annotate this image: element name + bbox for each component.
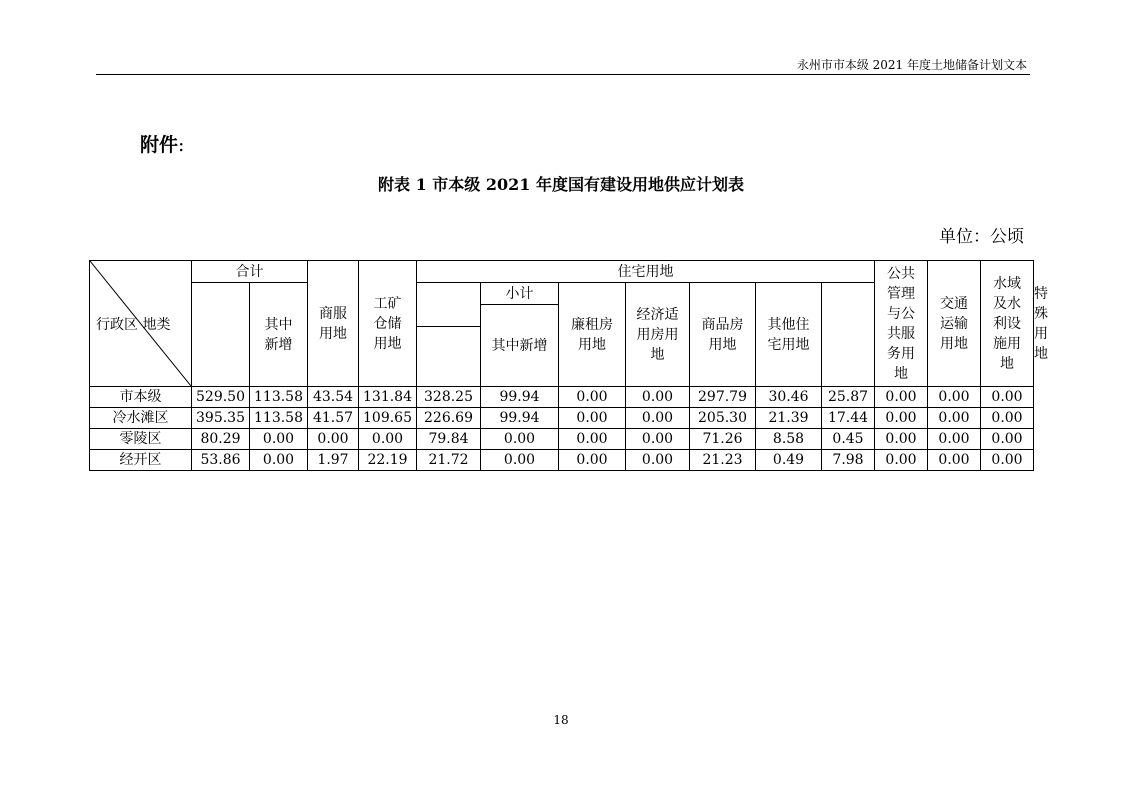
- h-water-3: 利设: [993, 315, 1022, 332]
- table-row: [90, 450, 1034, 471]
- value-cell: 0.00: [481, 429, 559, 450]
- h-commercial-1: 商服: [319, 305, 347, 322]
- value-cell: 131.84: [359, 387, 417, 408]
- h-affordable-2: 用房用: [636, 326, 679, 343]
- h-water-5: 地: [1000, 355, 1015, 372]
- value-cell: 8.58: [756, 429, 822, 450]
- value-cell: 0.00: [308, 429, 359, 450]
- value-cell: 0.00: [981, 450, 1034, 471]
- value-cell: 0.00: [875, 429, 928, 450]
- value-cell: 0.00: [559, 429, 626, 450]
- region-cell: 经开区: [90, 450, 192, 471]
- corner-header-cell: [90, 261, 192, 387]
- value-cell: 297.79: [690, 387, 756, 408]
- value-cell: 529.50: [192, 387, 250, 408]
- value-cell: 0.00: [981, 429, 1034, 450]
- h-affordable-1: 经济适: [636, 306, 679, 323]
- h-water-1: 水域: [993, 275, 1022, 292]
- region-cell: 零陵区: [90, 429, 192, 450]
- value-cell: 80.29: [192, 429, 250, 450]
- region-cell: 市本级: [90, 387, 192, 408]
- h-commercial-2: 用地: [319, 325, 347, 342]
- value-cell: 71.26: [690, 429, 756, 450]
- table-row: [90, 387, 1034, 408]
- value-cell: 1.97: [308, 450, 359, 471]
- value-cell: 25.87: [822, 387, 875, 408]
- h-transport-3: 用地: [940, 335, 969, 352]
- value-cell: 21.23: [690, 450, 756, 471]
- value-cell: 43.54: [308, 387, 359, 408]
- value-cell: 30.46: [756, 387, 822, 408]
- value-cell: 41.57: [308, 408, 359, 429]
- table-row: [90, 408, 1034, 429]
- attachment-colon: :: [178, 134, 185, 156]
- value-cell: 0.00: [626, 408, 690, 429]
- h-industrial-1: 工矿: [373, 295, 402, 312]
- value-cell: 0.00: [875, 408, 928, 429]
- h-public-3: 与公: [887, 305, 916, 322]
- h-transport-1: 交通: [940, 295, 969, 312]
- value-cell: 113.58: [250, 408, 308, 429]
- h-other-res-1: 其他住: [767, 316, 810, 333]
- h-commodity-2: 用地: [708, 336, 737, 353]
- h-industrial-2: 仓储: [373, 315, 402, 332]
- value-cell: 0.00: [981, 387, 1034, 408]
- header-total: 合计: [192, 261, 308, 283]
- h-lowrent-1: 廉租房: [571, 316, 613, 333]
- table-row: [90, 429, 1034, 450]
- value-cell: 17.44: [822, 408, 875, 429]
- value-cell: 0.00: [981, 408, 1034, 429]
- h-public-2: 管理: [887, 285, 916, 302]
- header-water: [981, 261, 1034, 387]
- value-cell: 226.69: [417, 408, 481, 429]
- value-cell: 53.86: [192, 450, 250, 471]
- value-cell: 0.00: [875, 450, 928, 471]
- h-public-6: 地: [894, 365, 909, 382]
- value-cell: 395.35: [192, 408, 250, 429]
- h-public-1: 公共: [887, 265, 916, 282]
- h-lowrent-2: 用地: [578, 336, 606, 353]
- header-industrial: [359, 261, 417, 387]
- value-cell: 0.00: [626, 387, 690, 408]
- value-cell: 21.39: [756, 408, 822, 429]
- header-commercial: [308, 261, 359, 387]
- value-cell: 0.00: [626, 450, 690, 471]
- corner-label: 行政区 地类: [96, 317, 171, 333]
- h-water-4: 施用: [993, 335, 1022, 352]
- value-cell: 0.00: [928, 450, 981, 471]
- header-affordable: [626, 283, 690, 387]
- value-cell: 113.58: [250, 387, 308, 408]
- h-affordable-3: 地: [650, 346, 665, 363]
- value-cell: 0.00: [559, 408, 626, 429]
- value-cell: 328.25: [417, 387, 481, 408]
- header-rule: [96, 74, 1030, 75]
- value-cell: 0.00: [928, 429, 981, 450]
- value-cell: 0.00: [250, 429, 308, 450]
- value-cell: 0.00: [559, 387, 626, 408]
- header-other-res: [756, 283, 822, 387]
- land-supply-table: 行政区 地类 合计 商服 用地 工矿 仓储 用地 住宅用地 公共 管理 与公 共服 务用 地 交通 运输 用地 水域 及水 利设 施用 地 特殊 用地 其中 新增 小计 廉租房 用地 经济适 用房用 地 商品房 用地 其他住 宅用地 其中新增 市本级 529.50 113.58 43.54 131.84 328.25 99.94 0.00 0.00 297.79 30.46 25.87 0.00 0.00 0.00 冷水滩区 395.35 113.58 41.57 109.65 226.69 99.94 0.00 0.00 205.30 21.39 17.44 0.00 0.00 0.00 零陵区 80.29 0.00 0.00 0.00 79.84 0.00 0.00 0.00 71.26 8.58 0.45 0.00 0.00 0.00 经开区 53.86 0.00 1.97 22.19 21.72 0.00 0.00 0.00 21.23 0.49 7.98 0.00 0.00 0.00: [89, 260, 1034, 471]
- header-res-total-blank: [417, 327, 481, 387]
- h-commodity-1: 商品房: [701, 316, 744, 333]
- value-cell: 0.00: [626, 429, 690, 450]
- value-cell: 0.00: [928, 408, 981, 429]
- header-public: [875, 261, 928, 387]
- value-cell: 0.00: [481, 450, 559, 471]
- attachment-label: [140, 130, 184, 157]
- header-residential: 住宅用地: [417, 261, 875, 283]
- header-total-new: [250, 283, 308, 387]
- h-total-new-1: 其中: [264, 316, 293, 333]
- header-res-subtotal-blank: [417, 283, 481, 327]
- header-transport: [928, 261, 981, 387]
- value-cell: 22.19: [359, 450, 417, 471]
- h-total-new-2: 新增: [264, 336, 293, 353]
- value-cell: 0.00: [875, 387, 928, 408]
- value-cell: 0.00: [250, 450, 308, 471]
- h-public-5: 务用: [887, 345, 916, 362]
- value-cell: 21.72: [417, 450, 481, 471]
- value-cell: 0.00: [359, 429, 417, 450]
- value-cell: 79.84: [417, 429, 481, 450]
- unit-label: 单位：公顷: [939, 227, 1024, 247]
- value-cell: 205.30: [690, 408, 756, 429]
- h-transport-2: 运输: [940, 315, 969, 332]
- header-subtotal: 小计: [481, 283, 559, 305]
- value-cell: 109.65: [359, 408, 417, 429]
- attachment-label-text: 附件: [140, 134, 179, 156]
- table-title: 附表 1 市本级 2021 年度国有建设用地供应计划表: [378, 175, 744, 194]
- header-commodity: [690, 283, 756, 387]
- value-cell: 0.45: [822, 429, 875, 450]
- h-other-res-2: 宅用地: [767, 336, 810, 353]
- value-cell: 0.49: [756, 450, 822, 471]
- header-lowrent: [559, 283, 626, 387]
- value-cell: 0.00: [928, 387, 981, 408]
- region-cell: 冷水滩区: [90, 408, 192, 429]
- value-cell: 7.98: [822, 450, 875, 471]
- header-total-sum: [192, 283, 250, 387]
- value-cell: 99.94: [481, 387, 559, 408]
- page-number: 18: [553, 713, 569, 727]
- h-water-2: 及水: [993, 295, 1022, 312]
- value-cell: 0.00: [559, 450, 626, 471]
- running-header: 永州市市本级 2021 年度土地储备计划文本: [796, 58, 1027, 72]
- h-industrial-3: 用地: [373, 335, 402, 352]
- h-public-4: 共服: [887, 325, 916, 342]
- header-sub-new: 其中新增: [481, 305, 559, 387]
- value-cell: 99.94: [481, 408, 559, 429]
